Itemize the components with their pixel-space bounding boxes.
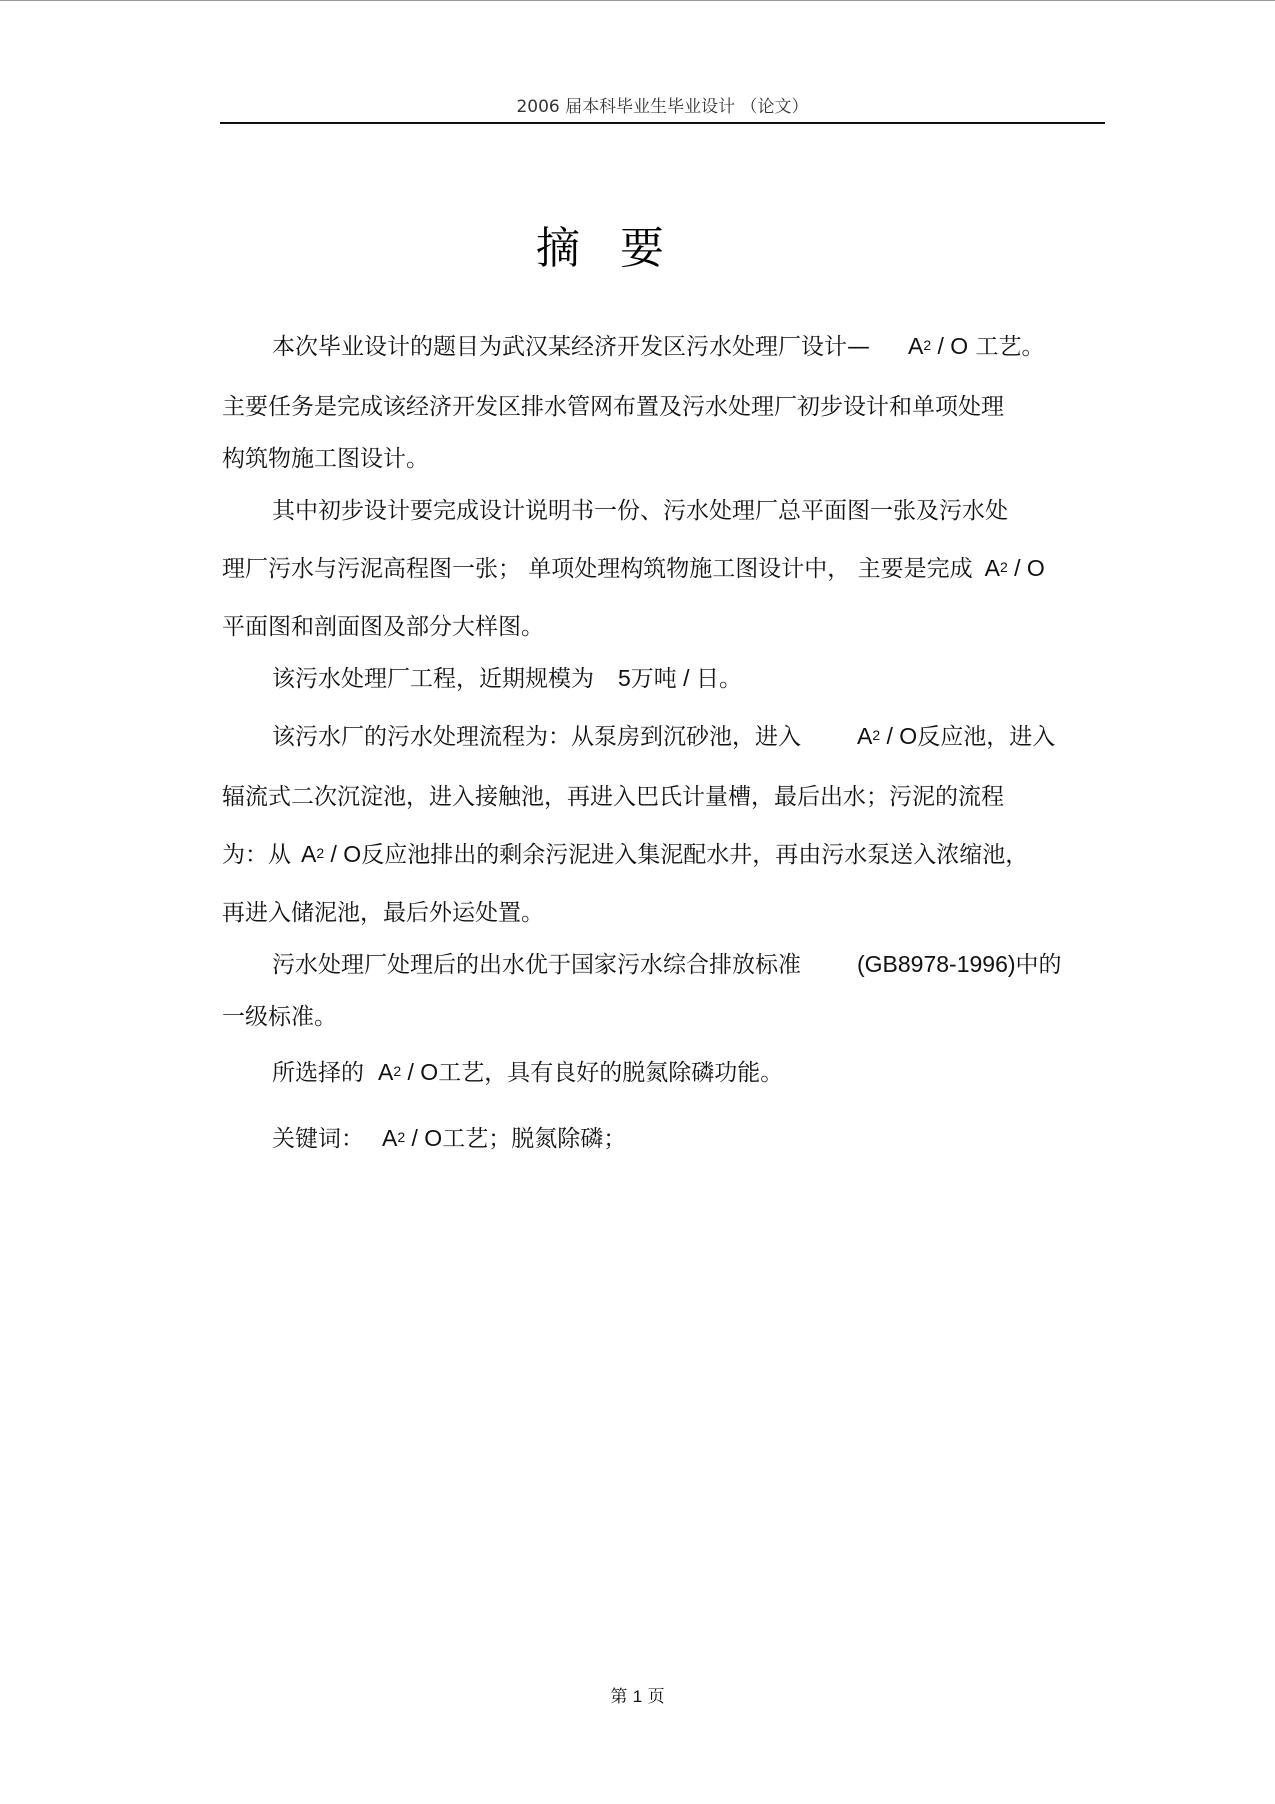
page-number [0, 1682, 1275, 1707]
page-title: 摘要 [536, 223, 704, 274]
text-segment: 该污水厂的污水处理流程为：从泵房到沉砂池，进入 [272, 724, 801, 750]
page-number-suffix: 页 [647, 1687, 665, 1707]
keywords-label: 关键词： [272, 1126, 364, 1152]
text-segment: 工艺，具有良好的脱氮除磷功能。 [438, 1060, 784, 1086]
abstract-line-12 [272, 946, 1062, 979]
text-segment: 反应池，进入 [917, 724, 1056, 750]
text-segment: 本次毕业设计的题目为武汉某经济开发区污水处理厂设计— [272, 334, 870, 360]
abstract-line-1 [272, 328, 1045, 361]
abstract-line-2: 主要任务是完成该经济开发区排水管网布置及污水处理厂初步设计和单项处理 [222, 394, 1004, 420]
keywords-text: 工艺；脱氮除磷； [442, 1126, 627, 1152]
abstract-line-14 [272, 1054, 783, 1087]
running-header: 2006 届本科毕业生毕业设计 （论文） [516, 97, 809, 117]
abstract-line-5 [222, 550, 1045, 583]
page-number-prefix: 第 [610, 1687, 628, 1707]
header-rule [220, 122, 1105, 124]
a2o-formula: $A^2$ / O [908, 333, 969, 359]
text-segment: 工艺。 [968, 334, 1045, 360]
abstract-line-3: 构筑物施工图设计。 [222, 446, 429, 472]
a2o-formula: $A^2$ / O [382, 1125, 443, 1151]
abstract-line-13: 一级标准。 [222, 1004, 337, 1030]
abstract-line-4: 其中初步设计要完成设计说明书一份、污水处理厂总平面图一张及污水处 [272, 498, 1008, 524]
slash: / [676, 665, 696, 691]
text-segment: 万吨 [630, 666, 677, 692]
abstract-line-11: 再进入储泥池，最后外运处置。 [222, 900, 544, 926]
a2o-formula: $A^2$ / O [378, 1059, 439, 1085]
abstract-line-9: 辐流式二次沉淀池，进入接触池，再进入巴氏计量槽，最后出水；污泥的流程 [222, 784, 1004, 810]
a2o-formula: $A^2$ / O [301, 841, 362, 867]
text-segment: 该污水处理厂工程，近期规模为 [272, 666, 594, 692]
a2o-formula: $A^2$ / O [857, 723, 918, 749]
page-number-value: 1 [632, 1687, 643, 1706]
keywords-line [272, 1120, 626, 1153]
text-segment: 中的 [1015, 952, 1062, 978]
text-segment: 污水处理厂处理后的出水优于国家污水综合排放标准 [272, 952, 801, 978]
text-segment: 反应池排出的剩余污泥进入集泥配水井，再由污水泵送入浓缩池， [361, 842, 1029, 868]
scale-number: 5 [618, 665, 631, 691]
abstract-line-7 [272, 660, 742, 693]
text-segment: 理厂污水与污泥高程图一张； 单项处理构筑物施工图设计中， 主要是完成 [222, 556, 973, 582]
standard-code: (GB8978-1996) [857, 951, 1016, 977]
page-top-border [0, 0, 1275, 1]
abstract-line-10 [222, 836, 1028, 869]
text-segment: 日。 [695, 666, 742, 692]
a2o-formula: $A^2$ / O [984, 555, 1045, 581]
text-segment: 所选择的 [272, 1060, 364, 1086]
abstract-line-8 [272, 718, 1055, 751]
abstract-line-6: 平面图和剖面图及部分大样图。 [222, 614, 544, 640]
text-segment: 为：从 [222, 842, 291, 868]
